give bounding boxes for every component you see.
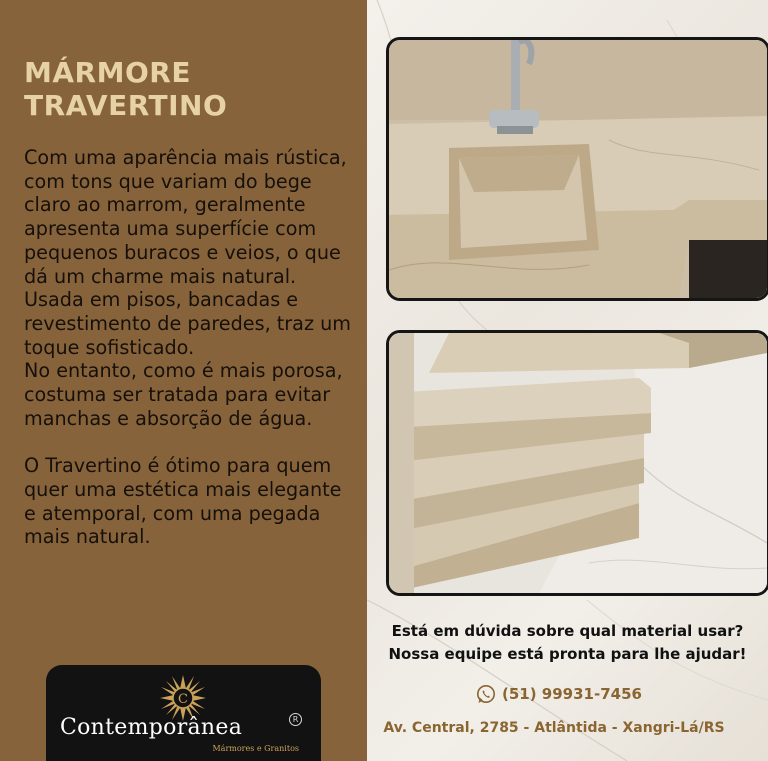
store-address: Av. Central, 2785 - Atlântida - Xangri-Lá/RS [383, 720, 725, 736]
title-line-2: TRAVERTINO [24, 89, 228, 122]
cta-team-message: Nossa equipe está pronta para lhe ajudar! [388, 645, 747, 663]
phone-contact[interactable] [476, 684, 642, 704]
description-paragraph: Usada em pisos, bancadas e revestimento de paredes, traz um toque sofisticado. [24, 288, 351, 359]
sink-photo [386, 37, 768, 301]
brand-name: Contemporânea [60, 715, 243, 740]
travertine-staircase-image [389, 333, 767, 593]
description [24, 146, 354, 549]
staircase-photo [386, 330, 768, 596]
cta-question: Está em dúvida sobre qual material usar? [391, 622, 744, 640]
brand-logo [46, 665, 321, 761]
registered-mark: R [289, 713, 302, 726]
info-panel [0, 0, 367, 761]
title-line-1: MÁRMORE [24, 56, 191, 89]
logo-letter: C [178, 692, 188, 707]
phone-number[interactable]: (51) 99931-7456 [502, 685, 642, 703]
brand-subtitle: Mármores e Granitos [212, 744, 299, 753]
travertine-sink-image [389, 40, 767, 298]
description-paragraph: No entanto, como é mais porosa, costuma ser tratada para evitar manchas e absorção de água. [24, 359, 343, 430]
description-paragraph: Com uma aparência mais rústica, com tons que variam do bege claro ao marrom, geralmente apresenta uma superfície com pequenos buracos e veios, o que dá um charme mais natural. [24, 146, 347, 288]
page-title [24, 56, 227, 122]
whatsapp-icon [476, 684, 496, 704]
description-paragraph: O Travertino é ótimo para quem quer uma estética mais elegante e atemporal, com uma pegada mais natural. [24, 454, 342, 549]
